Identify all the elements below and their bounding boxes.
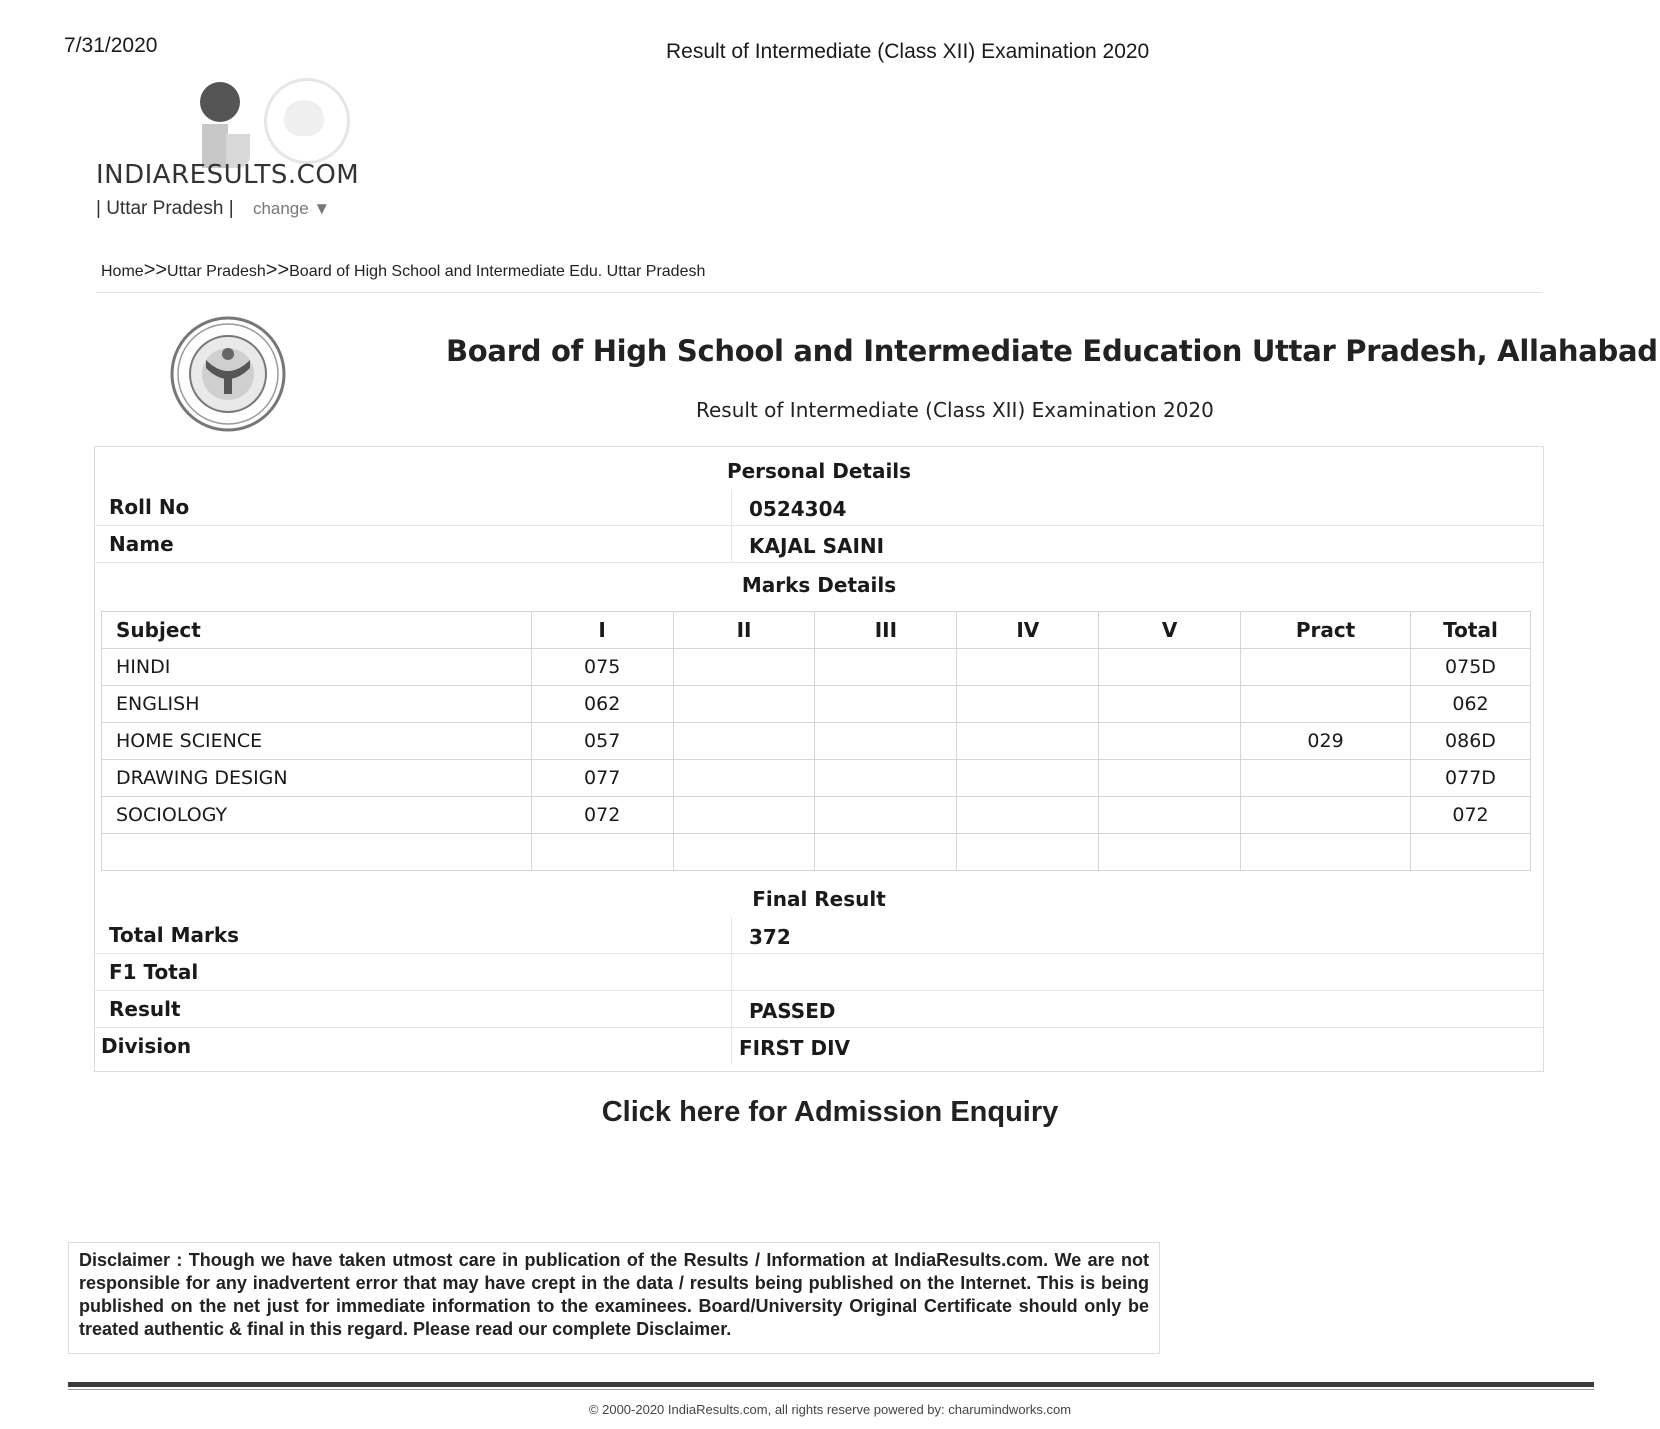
marks-cell bbox=[673, 797, 815, 834]
column-divider bbox=[731, 526, 732, 562]
table-row bbox=[102, 686, 1531, 723]
practical-cell bbox=[1241, 686, 1411, 723]
marks-cell bbox=[1099, 760, 1241, 797]
table-row bbox=[102, 797, 1531, 834]
name-label: Name bbox=[109, 532, 174, 556]
marks-cell bbox=[673, 686, 815, 723]
subject-cell: SOCIOLOGY bbox=[102, 797, 532, 834]
marks-details-heading: Marks Details bbox=[741, 573, 897, 597]
column-divider bbox=[731, 991, 732, 1027]
marks-cell bbox=[673, 834, 815, 871]
total-cell: 086D bbox=[1410, 723, 1530, 760]
practical-cell: 029 bbox=[1241, 723, 1411, 760]
footer-divider bbox=[68, 1382, 1594, 1387]
roll-no-label: Roll No bbox=[109, 495, 190, 519]
breadcrumb bbox=[101, 259, 705, 282]
print-date: 7/31/2020 bbox=[64, 34, 158, 57]
marks-cell bbox=[815, 686, 957, 723]
column-divider bbox=[731, 954, 732, 990]
print-page-title: Result of Intermediate (Class XII) Examination 2020 bbox=[666, 40, 1150, 63]
marks-cell bbox=[957, 760, 1099, 797]
practical-cell bbox=[1241, 649, 1411, 686]
practical-cell bbox=[1241, 760, 1411, 797]
logo-text: INDIARESULTS.COM bbox=[96, 160, 360, 190]
table-row bbox=[102, 649, 1531, 686]
column-header: III bbox=[815, 612, 957, 649]
marks-cell bbox=[815, 834, 957, 871]
breadcrumb-separator: >> bbox=[265, 259, 290, 281]
name-value: KAJAL SAINI bbox=[749, 534, 885, 558]
subject-cell: HINDI bbox=[102, 649, 532, 686]
marks-cell bbox=[815, 649, 957, 686]
marks-cell: 077 bbox=[531, 760, 673, 797]
state-emblem-inner-icon bbox=[284, 100, 324, 136]
total-cell: 075D bbox=[1410, 649, 1530, 686]
disclaimer-box bbox=[68, 1242, 1160, 1354]
disclaimer-text: Disclaimer : Though we have taken utmost care in publication of the Results / Information at IndiaResults.com. We are not responsible for any inadvertent error that may have crept in the data / results being published on the Internet. This is being published on the net just for immediate information to the examinees. Board/University Original Certificate should only be treated authentic & final in this regard. Please read our complete Disclaimer. bbox=[79, 1250, 1149, 1339]
divider bbox=[96, 292, 1542, 293]
total-marks-label: Total Marks bbox=[109, 923, 240, 947]
subject-cell bbox=[102, 834, 532, 871]
marks-header-row bbox=[102, 612, 1531, 649]
table-row bbox=[102, 723, 1531, 760]
marks-cell bbox=[1099, 834, 1241, 871]
total-marks-row bbox=[95, 917, 1543, 954]
column-header: I bbox=[531, 612, 673, 649]
column-header: Total bbox=[1410, 612, 1530, 649]
result-value: PASSED bbox=[749, 999, 836, 1023]
board-title: Board of High School and Intermediate Education Uttar Pradesh, Allahabad bbox=[446, 334, 1658, 368]
current-state-label: | Uttar Pradesh | bbox=[96, 198, 234, 219]
f1-total-row bbox=[95, 954, 1543, 991]
practical-cell bbox=[1241, 834, 1411, 871]
change-state-link[interactable]: change ▼ bbox=[252, 199, 331, 218]
subject-cell: ENGLISH bbox=[102, 686, 532, 723]
roll-no-row bbox=[95, 489, 1543, 526]
total-cell: 062 bbox=[1410, 686, 1530, 723]
total-cell bbox=[1410, 834, 1530, 871]
marks-table bbox=[101, 611, 1531, 871]
column-divider bbox=[731, 489, 732, 525]
marks-cell: 057 bbox=[531, 723, 673, 760]
exam-title: Result of Intermediate (Class XII) Examination 2020 bbox=[696, 398, 1214, 422]
practical-cell bbox=[1241, 797, 1411, 834]
marks-cell bbox=[1099, 649, 1241, 686]
marks-cell bbox=[673, 760, 815, 797]
subject-cell: HOME SCIENCE bbox=[102, 723, 532, 760]
name-row bbox=[95, 526, 1543, 563]
admission-enquiry-link[interactable]: Click here for Admission Enquiry bbox=[601, 1096, 1059, 1128]
marks-cell bbox=[815, 797, 957, 834]
column-header: V bbox=[1099, 612, 1241, 649]
breadcrumb-state[interactable]: Uttar Pradesh bbox=[167, 263, 266, 280]
marks-cell bbox=[957, 686, 1099, 723]
marks-cell bbox=[957, 797, 1099, 834]
column-header: Pract bbox=[1241, 612, 1411, 649]
board-seal-icon bbox=[168, 316, 288, 432]
marks-cell bbox=[815, 723, 957, 760]
table-row bbox=[102, 760, 1531, 797]
personal-details-heading: Personal Details bbox=[726, 459, 912, 483]
column-header: IV bbox=[957, 612, 1099, 649]
marks-cell bbox=[673, 649, 815, 686]
column-divider bbox=[731, 917, 732, 953]
marks-cell bbox=[815, 760, 957, 797]
column-header: II bbox=[673, 612, 815, 649]
division-row bbox=[95, 1028, 1543, 1064]
breadcrumb-home[interactable]: Home bbox=[101, 263, 144, 280]
result-panel bbox=[94, 446, 1544, 1072]
marks-cell bbox=[957, 834, 1099, 871]
total-cell: 072 bbox=[1410, 797, 1530, 834]
breadcrumb-separator: >> bbox=[143, 259, 168, 281]
division-label: Division bbox=[101, 1034, 192, 1058]
total-marks-value: 372 bbox=[749, 925, 791, 949]
final-result-heading: Final Result bbox=[752, 887, 886, 911]
result-label: Result bbox=[109, 997, 181, 1021]
division-value: FIRST DIV bbox=[739, 1036, 851, 1060]
column-header: Subject bbox=[102, 612, 532, 649]
marks-cell bbox=[531, 834, 673, 871]
table-row bbox=[102, 834, 1531, 871]
f1-total-label: F1 Total bbox=[109, 960, 199, 984]
state-selector bbox=[96, 198, 330, 220]
logo-dot-icon bbox=[200, 82, 240, 122]
site-logo[interactable] bbox=[96, 78, 366, 228]
copyright-text: © 2000-2020 IndiaResults.com, all rights reserve powered by: charumindworks.com bbox=[588, 1402, 1072, 1417]
total-cell: 077D bbox=[1410, 760, 1530, 797]
footer-divider bbox=[68, 1389, 1594, 1390]
result-row bbox=[95, 991, 1543, 1028]
marks-cell: 072 bbox=[531, 797, 673, 834]
column-divider bbox=[731, 1028, 732, 1064]
marks-cell bbox=[673, 723, 815, 760]
roll-no-value: 0524304 bbox=[749, 497, 847, 521]
marks-cell bbox=[1099, 686, 1241, 723]
marks-cell: 075 bbox=[531, 649, 673, 686]
subject-cell: DRAWING DESIGN bbox=[102, 760, 532, 797]
marks-cell bbox=[1099, 723, 1241, 760]
marks-cell bbox=[1099, 797, 1241, 834]
breadcrumb-board[interactable]: Board of High School and Intermediate Edu. Uttar Pradesh bbox=[289, 263, 706, 280]
marks-cell bbox=[957, 649, 1099, 686]
marks-cell: 062 bbox=[531, 686, 673, 723]
marks-cell bbox=[957, 723, 1099, 760]
